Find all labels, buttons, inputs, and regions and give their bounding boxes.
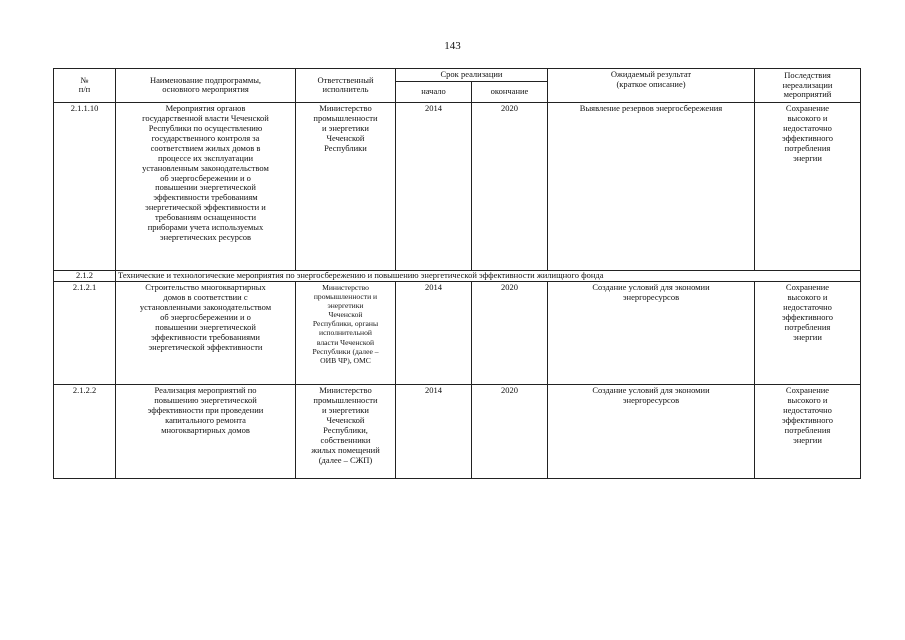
row-start: 2014 (396, 281, 472, 384)
row-consequences: Сохранение высокого и недостаточно эффективного потребления энергии (755, 384, 861, 478)
row-name: Мероприятия органов государственной власти Чеченской Республики по осуществлению государственного контроля за соответствием жилых домов в процессе их эксплуатации установленным законодательством об энергосбережении и о повышении энергетической эффективности требованиям энергетической эффективности и требованиям оснащенности приборами учета используемых энергетических ресурсов (116, 102, 296, 270)
row-end: 2020 (472, 384, 548, 478)
table-row (54, 281, 861, 384)
header-row (54, 69, 861, 82)
header-start: начало (396, 81, 472, 102)
row-num: 2.1.1.10 (54, 102, 116, 270)
row-result: Создание условий для экономии энергоресурсов (548, 384, 755, 478)
row-name: Строительство многоквартирных домов в соответствии с установленными законодательством об энергосбережении и о повышении энергетической эффективности требованиями энергетической эффективности (116, 281, 296, 384)
header-consequences: Последствия нереализации мероприятий (755, 69, 861, 103)
row-executor: Министерство промышленности и энергетики Чеченской Республики (296, 102, 396, 270)
header-name: Наименование подпрограммы, основного мероприятия (116, 69, 296, 103)
header-num: № п/п (54, 69, 116, 103)
row-end: 2020 (472, 102, 548, 270)
row-start: 2014 (396, 384, 472, 478)
row-name: Реализация мероприятий по повышению энергетической эффективности при проведении капитального ремонта многоквартирных домов (116, 384, 296, 478)
section-row (54, 270, 861, 281)
row-consequences: Сохранение высокого и недостаточно эффективного потребления энергии (755, 102, 861, 270)
row-executor: Министерство промышленности и энергетики Чеченской Республики, органы исполнительной власти Чеченской Республики (далее – ОИВ ЧР), ОМС (296, 281, 396, 384)
section-title: Технические и технологические мероприятия по энергосбережению и повышению энергетической эффективности жилищного фонда (116, 270, 861, 281)
table-row (54, 102, 861, 270)
header-executor: Ответственный исполнитель (296, 69, 396, 103)
row-num: 2.1.2.1 (54, 281, 116, 384)
row-result: Выявление резервов энергосбережения (548, 102, 755, 270)
row-consequences: Сохранение высокого и недостаточно эффективного потребления энергии (755, 281, 861, 384)
page-number: 143 (444, 40, 461, 52)
header-end: окончание (472, 81, 548, 102)
row-result: Создание условий для экономии энергоресурсов (548, 281, 755, 384)
header-period: Срок реализации (396, 69, 548, 82)
section-num: 2.1.2 (54, 270, 116, 281)
table-row (54, 384, 861, 478)
row-executor: Министерство промышленности и энергетики Чеченской Республики, собственники жилых помещений (далее – СЖП) (296, 384, 396, 478)
row-num: 2.1.2.2 (54, 384, 116, 478)
header-result: Ожидаемый результат (краткое описание) (548, 69, 755, 103)
program-table (53, 68, 861, 479)
row-end: 2020 (472, 281, 548, 384)
row-start: 2014 (396, 102, 472, 270)
